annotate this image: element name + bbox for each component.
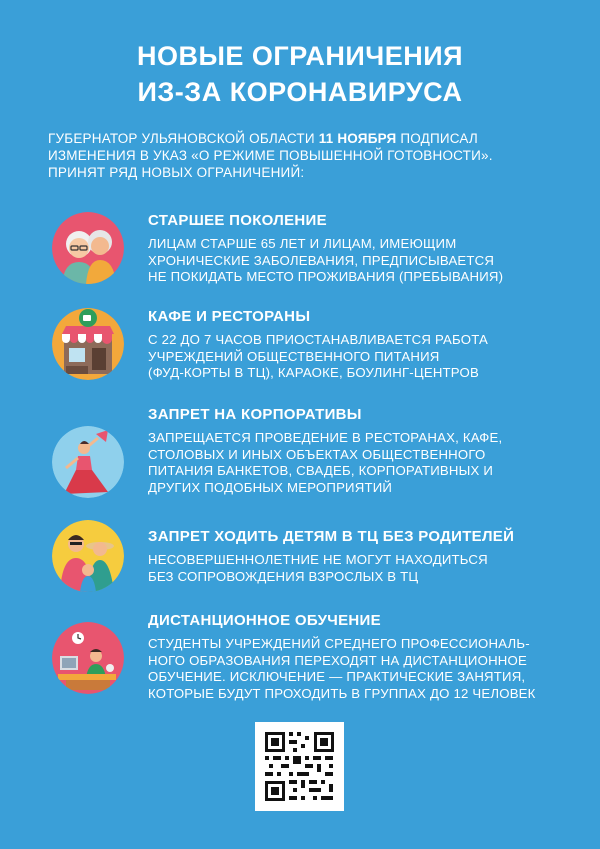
section-body	[148, 430, 588, 496]
body-line: ПИТАНИЯ БАНКЕТОВ, СВАДЕБ, КОРПОРАТИВНЫХ И	[148, 463, 494, 478]
section-heading: ЗАПРЕТ ХОДИТЬ ДЕТЯМ В ТЦ БЕЗ РОДИТЕЛЕЙ	[148, 528, 515, 545]
page-title	[0, 38, 600, 110]
body-line: С 22 ДО 7 ЧАСОВ ПРИОСТАНАВЛИВАЕТСЯ РАБОТА	[148, 332, 489, 347]
intro-part-1: ГУБЕРНАТОР УЛЬЯНОВСКОЙ ОБЛАСТИ	[48, 131, 319, 146]
body-line: УЧРЕЖДЕНИЙ ОБЩЕСТВЕННОГО ПИТАНИЯ	[148, 348, 440, 364]
body-line: НЕ ПОКИДАТЬ МЕСТО ПРОЖИВАНИЯ (ПРЕБЫВАНИЯ)	[148, 269, 504, 284]
body-line: БЕЗ СОПРОВОЖДЕНИЯ ВЗРОСЛЫХ В ТЦ	[148, 568, 419, 584]
body-line: КОТОРЫЕ БУДУТ ПРОХОДИТЬ В ГРУППАХ ДО 12 ЧЕЛОВЕК	[148, 685, 536, 701]
intro-part-2: ПОДПИСАЛ	[396, 131, 478, 146]
remote-learning-icon	[52, 622, 124, 694]
qr-code-icon	[255, 722, 344, 811]
intro-line-2: ИЗМЕНЕНИЯ В УКАЗ «О РЕЖИМЕ ПОВЫШЕННОЙ ГОТОВНОСТИ».	[48, 148, 493, 163]
body-line: НОГО ОБРАЗОВАНИЯ ПЕРЕХОДЯТ НА ДИСТАНЦИОННОЕ	[148, 652, 527, 668]
section-body	[148, 332, 588, 382]
body-line: СТОЛОВЫХ И ИНЫХ ОБЪЕКТАХ ОБЩЕСТВЕННОГО	[148, 446, 486, 462]
section-heading: СТАРШЕЕ ПОКОЛЕНИЕ	[148, 212, 327, 229]
body-line: ЛИЦАМ СТАРШЕ 65 ЛЕТ И ЛИЦАМ, ИМЕЮЩИМ	[148, 236, 457, 251]
title-line-1: НОВЫЕ ОГРАНИЧЕНИЯ	[136, 41, 464, 71]
intro-date: 11 НОЯБРЯ	[318, 131, 397, 146]
body-line: ОБУЧЕНИЕ. ИСКЛЮЧЕНИЕ — ПРАКТИЧЕСКИЕ ЗАНЯТИЯ,	[148, 669, 526, 684]
body-line: НЕСОВЕРШЕННОЛЕТНИЕ НЕ МОГУТ НАХОДИТЬСЯ	[148, 552, 488, 567]
dancer-icon	[52, 426, 124, 498]
intro-text	[48, 130, 568, 181]
body-line: ДРУГИХ ПОДОБНЫХ МЕРОПРИЯТИЙ	[148, 479, 393, 495]
section-heading: КАФЕ И РЕСТОРАНЫ	[148, 308, 311, 325]
title-line-2: ИЗ-ЗА КОРОНАВИРУСА	[137, 77, 463, 107]
body-line: СТУДЕНТЫ УЧРЕЖДЕНИЙ СРЕДНЕГО ПРОФЕССИОНАЛЬ-	[148, 636, 530, 651]
body-line: (ФУД-КОРТЫ В ТЦ), КАРАОКЕ, БОУЛИНГ-ЦЕНТРОВ	[148, 365, 479, 380]
elderly-couple-icon	[52, 212, 124, 284]
intro-line-3: ПРИНЯТ РЯД НОВЫХ ОГРАНИЧЕНИЙ:	[48, 165, 305, 180]
section-heading: ДИСТАНЦИОННОЕ ОБУЧЕНИЕ	[148, 612, 381, 629]
cafe-icon	[52, 308, 124, 380]
family-icon	[52, 520, 124, 592]
section-heading: ЗАПРЕТ НА КОРПОРАТИВЫ	[148, 406, 362, 423]
section-body	[148, 636, 588, 702]
body-line: ХРОНИЧЕСКИЕ ЗАБОЛЕВАНИЯ, ПРЕДПИСЫВАЕТСЯ	[148, 252, 495, 268]
body-line: ЗАПРЕЩАЕТСЯ ПРОВЕДЕНИЕ В РЕСТОРАНАХ, КАФЕ,	[148, 430, 503, 445]
section-body	[148, 552, 588, 585]
section-body	[148, 236, 588, 286]
